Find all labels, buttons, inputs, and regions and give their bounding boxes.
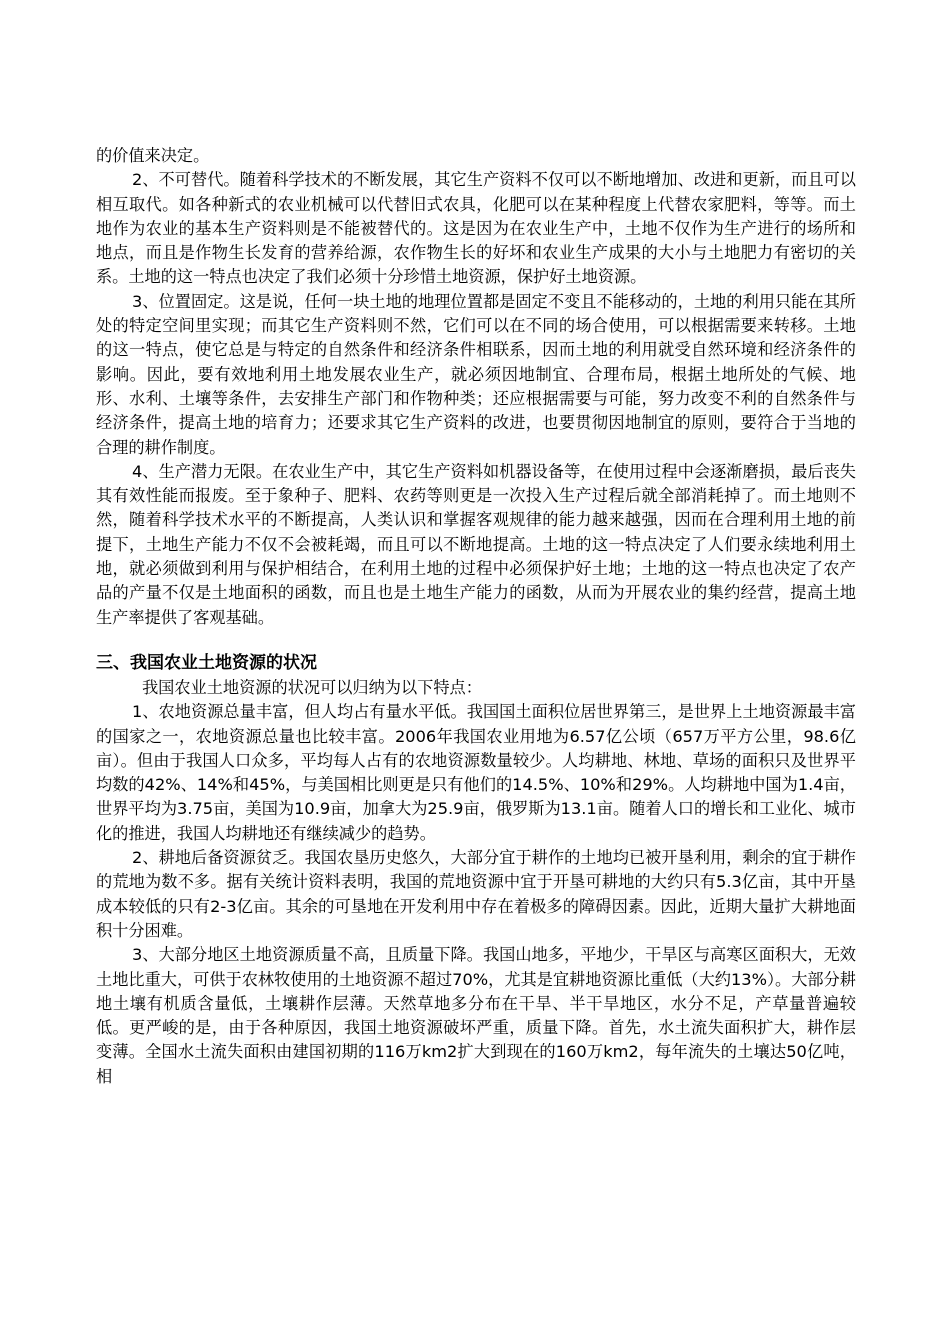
document-page: [96, 144, 856, 1089]
section-heading: 三、我国农业土地资源的状况: [96, 652, 317, 673]
paragraph-total-rich-per-capita-low: 1、农地资源总量丰富，但人均占有量水平低。我国国土面积位居世界第三，是世界上土地资源最丰富的国家之一，农地资源总量也比较丰富。2006年我国农业用地为6.57亿公顷（657万平方公里，98.6亿亩）。但由于我国人口众多，平均每人占有的农地资源数量较少。人均耕地、林地、草场的面积只及世界平均数的42%、14%和45%，与美国相比则更是只有他们的14.5%、10%和29%。人均耕地中国为1.4亩，世界平均为3.75亩，美国为10.9亩，加拿大为25.9亩，俄罗斯为13.1亩。随着人口的增长和工业化、城市化的推进，我国人均耕地还有继续减少的趋势。: [96, 702, 856, 843]
paragraph-unlimited-potential: 4、生产潜力无限。在农业生产中，其它生产资料如机器设备等，在使用过程中会逐渐磨损，最后丧失其有效性能而报废。至于象种子、肥料、农药等则更是一次投入生产过程后就全部消耗掉了。而土地则不然，随着科学技术水平的不断提高，人类认识和掌握客观规律的能力越来越强，因而在合理利用土地的前提下，土地生产能力不仅不会被耗竭，而且可以不断地提高。土地的这一特点决定了人们要永续地利用土地，就必须做到利用与保护相结合，在利用土地的过程中必须保护好土地；土地的这一特点也决定了农产品的产量不仅是土地面积的函数，而且也是土地生产能力的函数，从而为开展农业的集约经营，提高土地生产率提供了客观基础。: [96, 461, 856, 627]
paragraph-fixed-location: 3、位置固定。这是说，任何一块土地的地理位置都是固定不变且不能移动的，土地的利用只能在其所处的特定空间里实现；而其它生产资料则不然，它们可以在不同的场合使用，可以根据需要来转移。土地的这一特点，使它总是与特定的自然条件和经济条件相联系，因而土地的利用就受自然环境和经济条件的影响。因此，要有效地利用土地发展农业生产，就必须因地制宜、合理布局，根据土地所处的气候、地形、水利、土壤等条件，去安排生产部门和作物种类；还应根据需要与可能，努力改变不利的自然条件与经济条件，提高土地的培育力；还要求其它生产资料的改进，也要贯彻因地制宜的原则，要符合于当地的合理的耕作制度。: [96, 291, 856, 457]
paragraph-irreplaceable: 2、不可替代。随着科学技术的不断发展，其它生产资料不仅可以不断地增加、改进和更新，而且可以相互取代。如各种新式的农业机械可以代替旧式农具，化肥可以在某种程度上代替农家肥料，等等。而土地作为农业的基本生产资料则是不能被替代的。这是因为在农业生产中，土地不仅作为生产进行的场所和地点，而且是作物生长发育的营养给源，农作物生长的好坏和农业生产成果的大小与土地肥力有密切的关系。土地的这一特点也决定了我们必须十分珍惜土地资源，保护好土地资源。: [96, 170, 856, 287]
paragraph-quality-decline: 3、大部分地区土地资源质量不高，且质量下降。我国山地多，平地少，干旱区与高寒区面积大，无效土地比重大，可供于农林牧使用的土地资源不超过70%，尤其是宜耕地资源比重低（大约13%）。大部分耕地土壤有机质含量低，土壤耕作层薄。天然草地多分布在干旱、半干旱地区，水分不足，产草量普遍较低。更严峻的是，由于各种原因，我国土地资源破坏严重，质量下降。首先，水土流失面积扩大，耕作层变薄。全国水土流失面积由建国初期的116万km2扩大到现在的160万km2，每年流失的土壤达50亿吨，相: [96, 945, 856, 1086]
paragraph-continuation: 的价值来决定。: [96, 146, 210, 165]
paragraph-reserve-scarce: 2、耕地后备资源贫乏。我国农垦历史悠久，大部分宜于耕作的土地均已被开垦利用，剩余的宜于耕作的荒地为数不多。据有关统计资料表明，我国的荒地资源中宜于开垦可耕地的大约只有5.3亿亩，其中开垦成本较低的只有2-3亿亩。其余的可垦地在开发利用中存在着极多的障碍因素。因此，近期大量扩大耕地面积十分困难。: [96, 848, 856, 940]
paragraph-section-intro: 我国农业土地资源的状况可以归纳为以下特点：: [142, 677, 482, 697]
